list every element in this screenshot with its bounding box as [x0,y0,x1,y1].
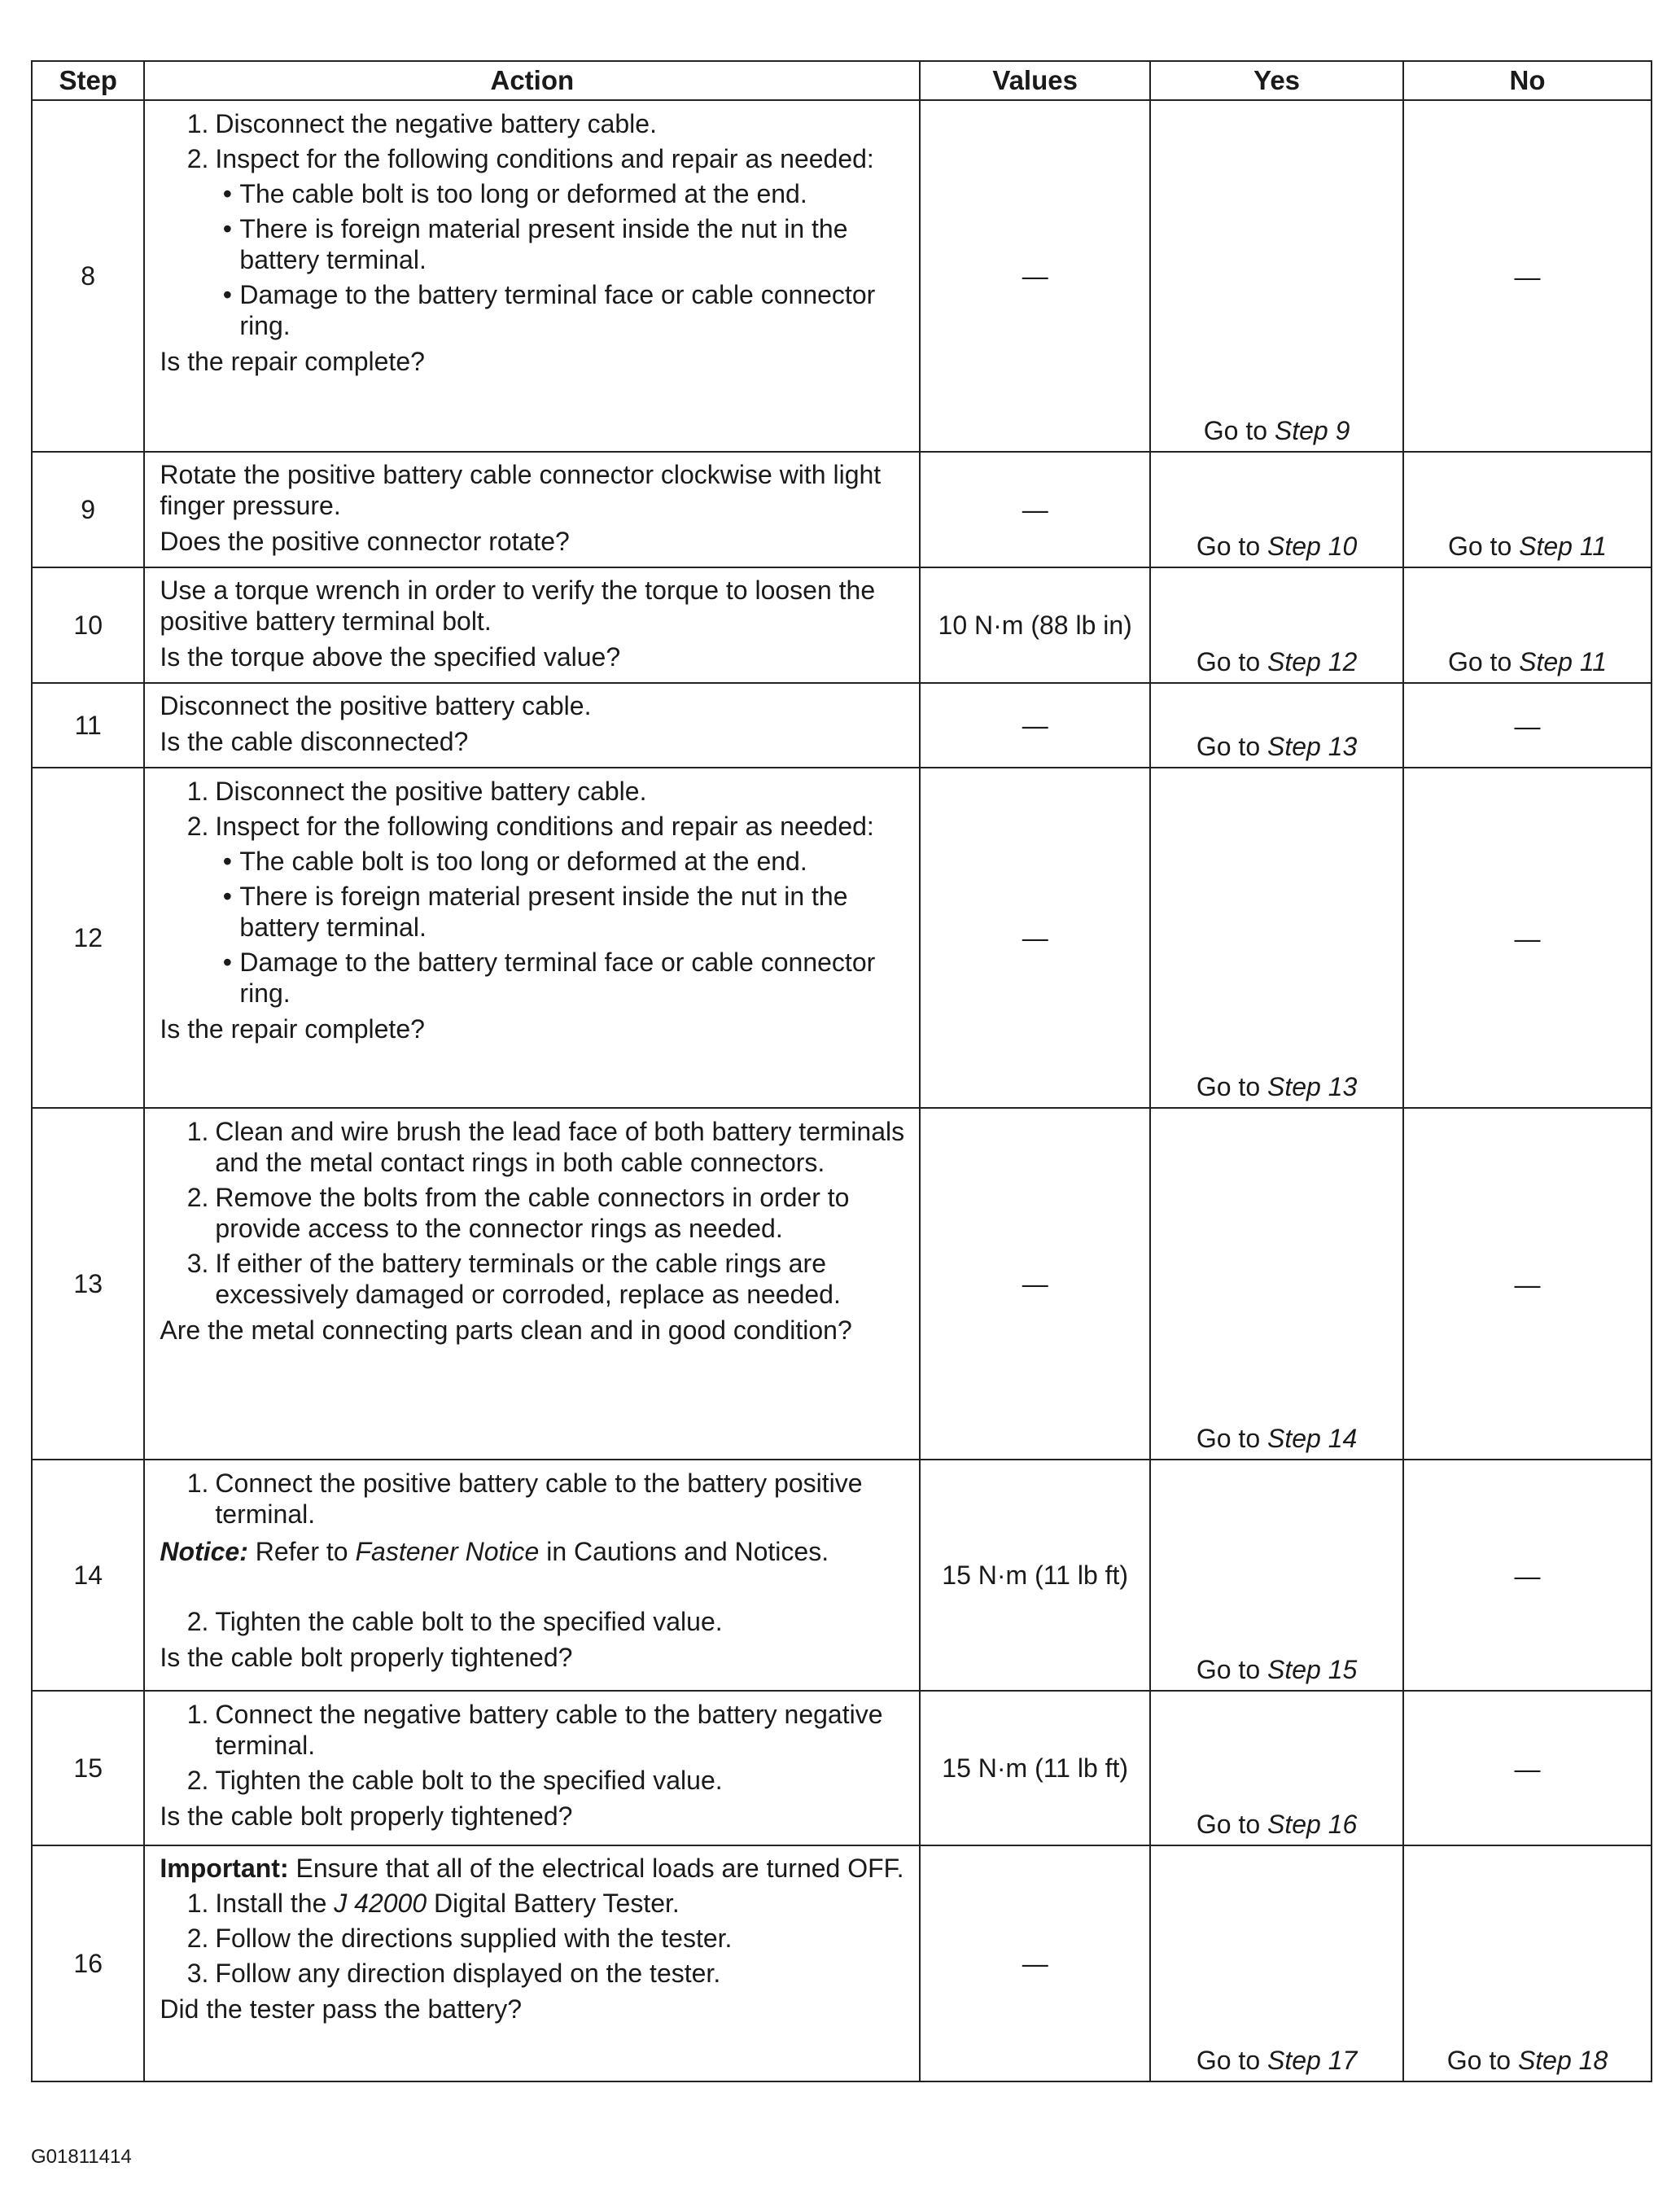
table-row [32,100,1652,452]
numbered-step [160,108,911,139]
action-question: Does the positive connector rotate? [160,527,570,556]
step-text: Remove the bolts from the cable connectors in order to provide access to the connector rings as needed. [215,1183,850,1243]
action-cell [144,100,920,452]
step-text: Disconnect the negative battery cable. [215,109,657,138]
action-question: Did the tester pass the battery? [160,1994,523,2024]
step-index: 2. [186,1766,209,1795]
action-cell [144,683,920,768]
yes-cell [1150,1460,1403,1691]
step-number: 10 [32,567,144,683]
notice-label: Notice: [160,1537,248,1566]
goto-prefix: Go to [1203,416,1275,445]
header-action: Action [144,61,920,100]
step-index: 2. [186,1183,209,1212]
numbered-step [160,1248,911,1310]
yes-cell [1150,1845,1403,2081]
yes-cell [1150,1108,1403,1460]
values-cell: 10 N·m (88 lb in) [920,567,1150,683]
values-cell: — [920,683,1150,768]
no-cell [1403,1460,1652,1691]
goto-prefix: Go to [1196,1424,1267,1453]
tool-reference: J 42000 [334,1889,427,1918]
header-values: Values [920,61,1150,100]
bullet-text: There is foreign material present inside the nut in the battery terminal. [239,882,848,942]
goto-prefix: Go to [1196,2046,1267,2075]
header-step: Step [32,61,144,100]
notice-post: in Cautions and Notices. [539,1537,829,1566]
step-text: Connect the positive battery cable to the battery positive terminal. [215,1469,863,1529]
numbered-step [160,1958,911,1989]
notice-text [160,1536,911,1567]
dash: — [1514,923,1541,953]
goto-step: Step 18 [1517,2046,1608,2075]
goto-prefix: Go to [1196,1810,1267,1839]
goto-step: Step 16 [1267,1810,1358,1839]
step-text: Follow the directions supplied with the tester. [215,1924,733,1953]
important-label: Important: [160,1854,289,1883]
values-cell: 15 N·m (11 lb ft) [920,1691,1150,1845]
values-cell: 15 N·m (11 lb ft) [920,1460,1150,1691]
step-text: Disconnect the positive battery cable. [215,777,647,806]
numbered-step [160,1765,911,1796]
no-cell [1403,567,1652,683]
step-number: 16 [32,1845,144,2081]
goto-step: Step 14 [1267,1424,1358,1453]
goto-prefix: Go to [1196,532,1267,561]
header-yes: Yes [1150,61,1403,100]
no-cell [1403,452,1652,567]
step-index: 3. [186,1249,209,1278]
step-text: Inspect for the following conditions and repair as needed: [215,144,874,173]
step-index: 1. [186,109,209,138]
action-question: Are the metal connecting parts clean and in good condition? [160,1315,852,1345]
numbered-step [160,1468,911,1530]
numbered-step [160,1699,911,1761]
step-text [215,1888,911,1919]
diagnostic-table [31,60,1652,2082]
bullet-item [215,279,911,341]
goto-prefix: Go to [1196,732,1267,761]
notice-reference: Fastener Notice [355,1537,540,1566]
action-question: Is the repair complete? [160,347,425,376]
step-index: 1. [186,777,209,806]
yes-cell [1150,768,1403,1108]
bullet-icon: • [222,214,232,243]
table-row [32,1108,1652,1460]
step-index: 2. [186,812,209,841]
numbered-step [160,1182,911,1244]
action-cell [144,1460,920,1691]
step-number: 12 [32,768,144,1108]
step-index: 2. [186,144,209,173]
bullet-item [215,881,911,943]
step-index: 1. [186,1469,209,1498]
goto-step: Step 13 [1267,732,1358,761]
values-cell: — [920,452,1150,567]
bullet-icon: • [222,280,232,309]
step-text: Tighten the cable bolt to the specified value. [215,1607,723,1636]
action-question: Is the repair complete? [160,1014,425,1044]
step-text-pre: Install the [215,1889,335,1918]
no-cell [1403,683,1652,768]
dash: — [1514,261,1541,291]
bullet-icon: • [222,948,232,977]
dash: — [1514,1269,1541,1299]
action-cell [144,1845,920,2081]
table-row [32,683,1652,768]
bullet-item [215,846,911,877]
step-index: 2. [186,1607,209,1636]
no-cell [1403,1845,1652,2081]
action-cell [144,1691,920,1845]
action-text: Use a torque wrench in order to verify the torque to loosen the positive battery terminal bolt. [160,576,876,636]
action-question: Is the cable bolt properly tightened? [160,1643,573,1672]
table-row [32,1845,1652,2081]
goto-step: Step 9 [1274,416,1350,445]
numbered-step [160,143,911,174]
figure-id: G01811414 [31,2146,132,2168]
dash: — [1514,1560,1541,1591]
table-row [32,768,1652,1108]
step-text-post: Digital Battery Tester. [427,1889,680,1918]
goto-step: Step 17 [1267,2046,1358,2075]
step-index: 1. [186,1889,209,1918]
yes-cell [1150,452,1403,567]
goto-prefix: Go to [1447,647,1520,676]
action-question: Is the cable bolt properly tightened? [160,1801,573,1831]
header-row [32,61,1652,100]
bullet-text: The cable bolt is too long or deformed at the end. [239,179,807,208]
table-row [32,567,1652,683]
table-row [32,1691,1652,1845]
action-question: Is the torque above the specified value? [160,642,621,672]
table-row [32,452,1652,567]
step-index: 1. [186,1700,209,1729]
bullet-text: The cable bolt is too long or deformed at the end. [239,847,807,876]
values-cell: — [920,1108,1150,1460]
step-text: If either of the battery terminals or the cable rings are excessively damaged or corroded, replace as needed. [215,1249,841,1309]
goto-step: Step 10 [1267,532,1358,561]
yes-cell [1150,567,1403,683]
goto-step: Step 11 [1519,647,1608,676]
numbered-step [160,1606,911,1637]
no-cell [1403,768,1652,1108]
bullet-icon: • [222,882,232,911]
numbered-step [160,811,911,842]
goto-prefix: Go to [1196,647,1267,676]
bullet-text: There is foreign material present inside the nut in the battery terminal. [239,214,848,274]
numbered-step [160,1116,911,1178]
bullet-item [215,947,911,1009]
goto-prefix: Go to [1447,532,1520,561]
numbered-step [160,1888,911,1919]
step-number: 15 [32,1691,144,1845]
goto-step: Step 12 [1267,647,1358,676]
notice-pre: Refer to [247,1537,356,1566]
goto-prefix: Go to [1196,1072,1267,1101]
yes-cell [1150,1691,1403,1845]
numbered-step [160,776,911,807]
values-cell: — [920,768,1150,1108]
important-body: Ensure that all of the electrical loads are turned OFF. [288,1854,904,1883]
action-cell [144,452,920,567]
bullet-icon: • [222,847,232,876]
dash: — [1514,711,1541,741]
goto-step: Step 11 [1519,532,1608,561]
step-number: 13 [32,1108,144,1460]
action-cell [144,1108,920,1460]
step-text: Clean and wire brush the lead face of both battery terminals and the metal contact rings in both cable connectors. [215,1117,905,1177]
no-cell [1403,1691,1652,1845]
step-index: 2. [186,1924,209,1953]
step-number: 8 [32,100,144,452]
step-number: 9 [32,452,144,567]
no-cell [1403,1108,1652,1460]
goto-step: Step 13 [1267,1072,1358,1101]
bullet-text: Damage to the battery terminal face or cable connector ring. [239,948,876,1008]
action-text: Rotate the positive battery cable connector clockwise with light finger pressure. [160,460,882,520]
action-cell [144,567,920,683]
bullet-text: Damage to the battery terminal face or cable connector ring. [239,280,876,340]
bullet-item [215,178,911,209]
bullet-icon: • [222,179,232,208]
step-index: 1. [186,1117,209,1146]
yes-cell [1150,100,1403,452]
important-text [160,1853,911,1884]
values-cell: — [920,100,1150,452]
step-number: 11 [32,683,144,768]
action-text: Disconnect the positive battery cable. [160,691,592,720]
step-number: 14 [32,1460,144,1691]
step-index: 3. [186,1959,209,1988]
header-no: No [1403,61,1652,100]
bullet-item [215,213,911,275]
step-text: Follow any direction displayed on the tester. [215,1959,721,1988]
dash: — [1514,1753,1541,1784]
action-question: Is the cable disconnected? [160,727,469,756]
step-text: Inspect for the following conditions and repair as needed: [215,812,874,841]
goto-prefix: Go to [1196,1655,1267,1684]
goto-prefix: Go to [1446,2046,1518,2075]
action-cell [144,768,920,1108]
step-text: Tighten the cable bolt to the specified value. [215,1766,723,1795]
numbered-step [160,1923,911,1954]
step-text: Connect the negative battery cable to the battery negative terminal. [215,1700,883,1760]
values-cell: — [920,1845,1150,2081]
no-cell [1403,100,1652,452]
goto-step: Step 15 [1267,1655,1358,1684]
table-row [32,1460,1652,1691]
yes-cell [1150,683,1403,768]
